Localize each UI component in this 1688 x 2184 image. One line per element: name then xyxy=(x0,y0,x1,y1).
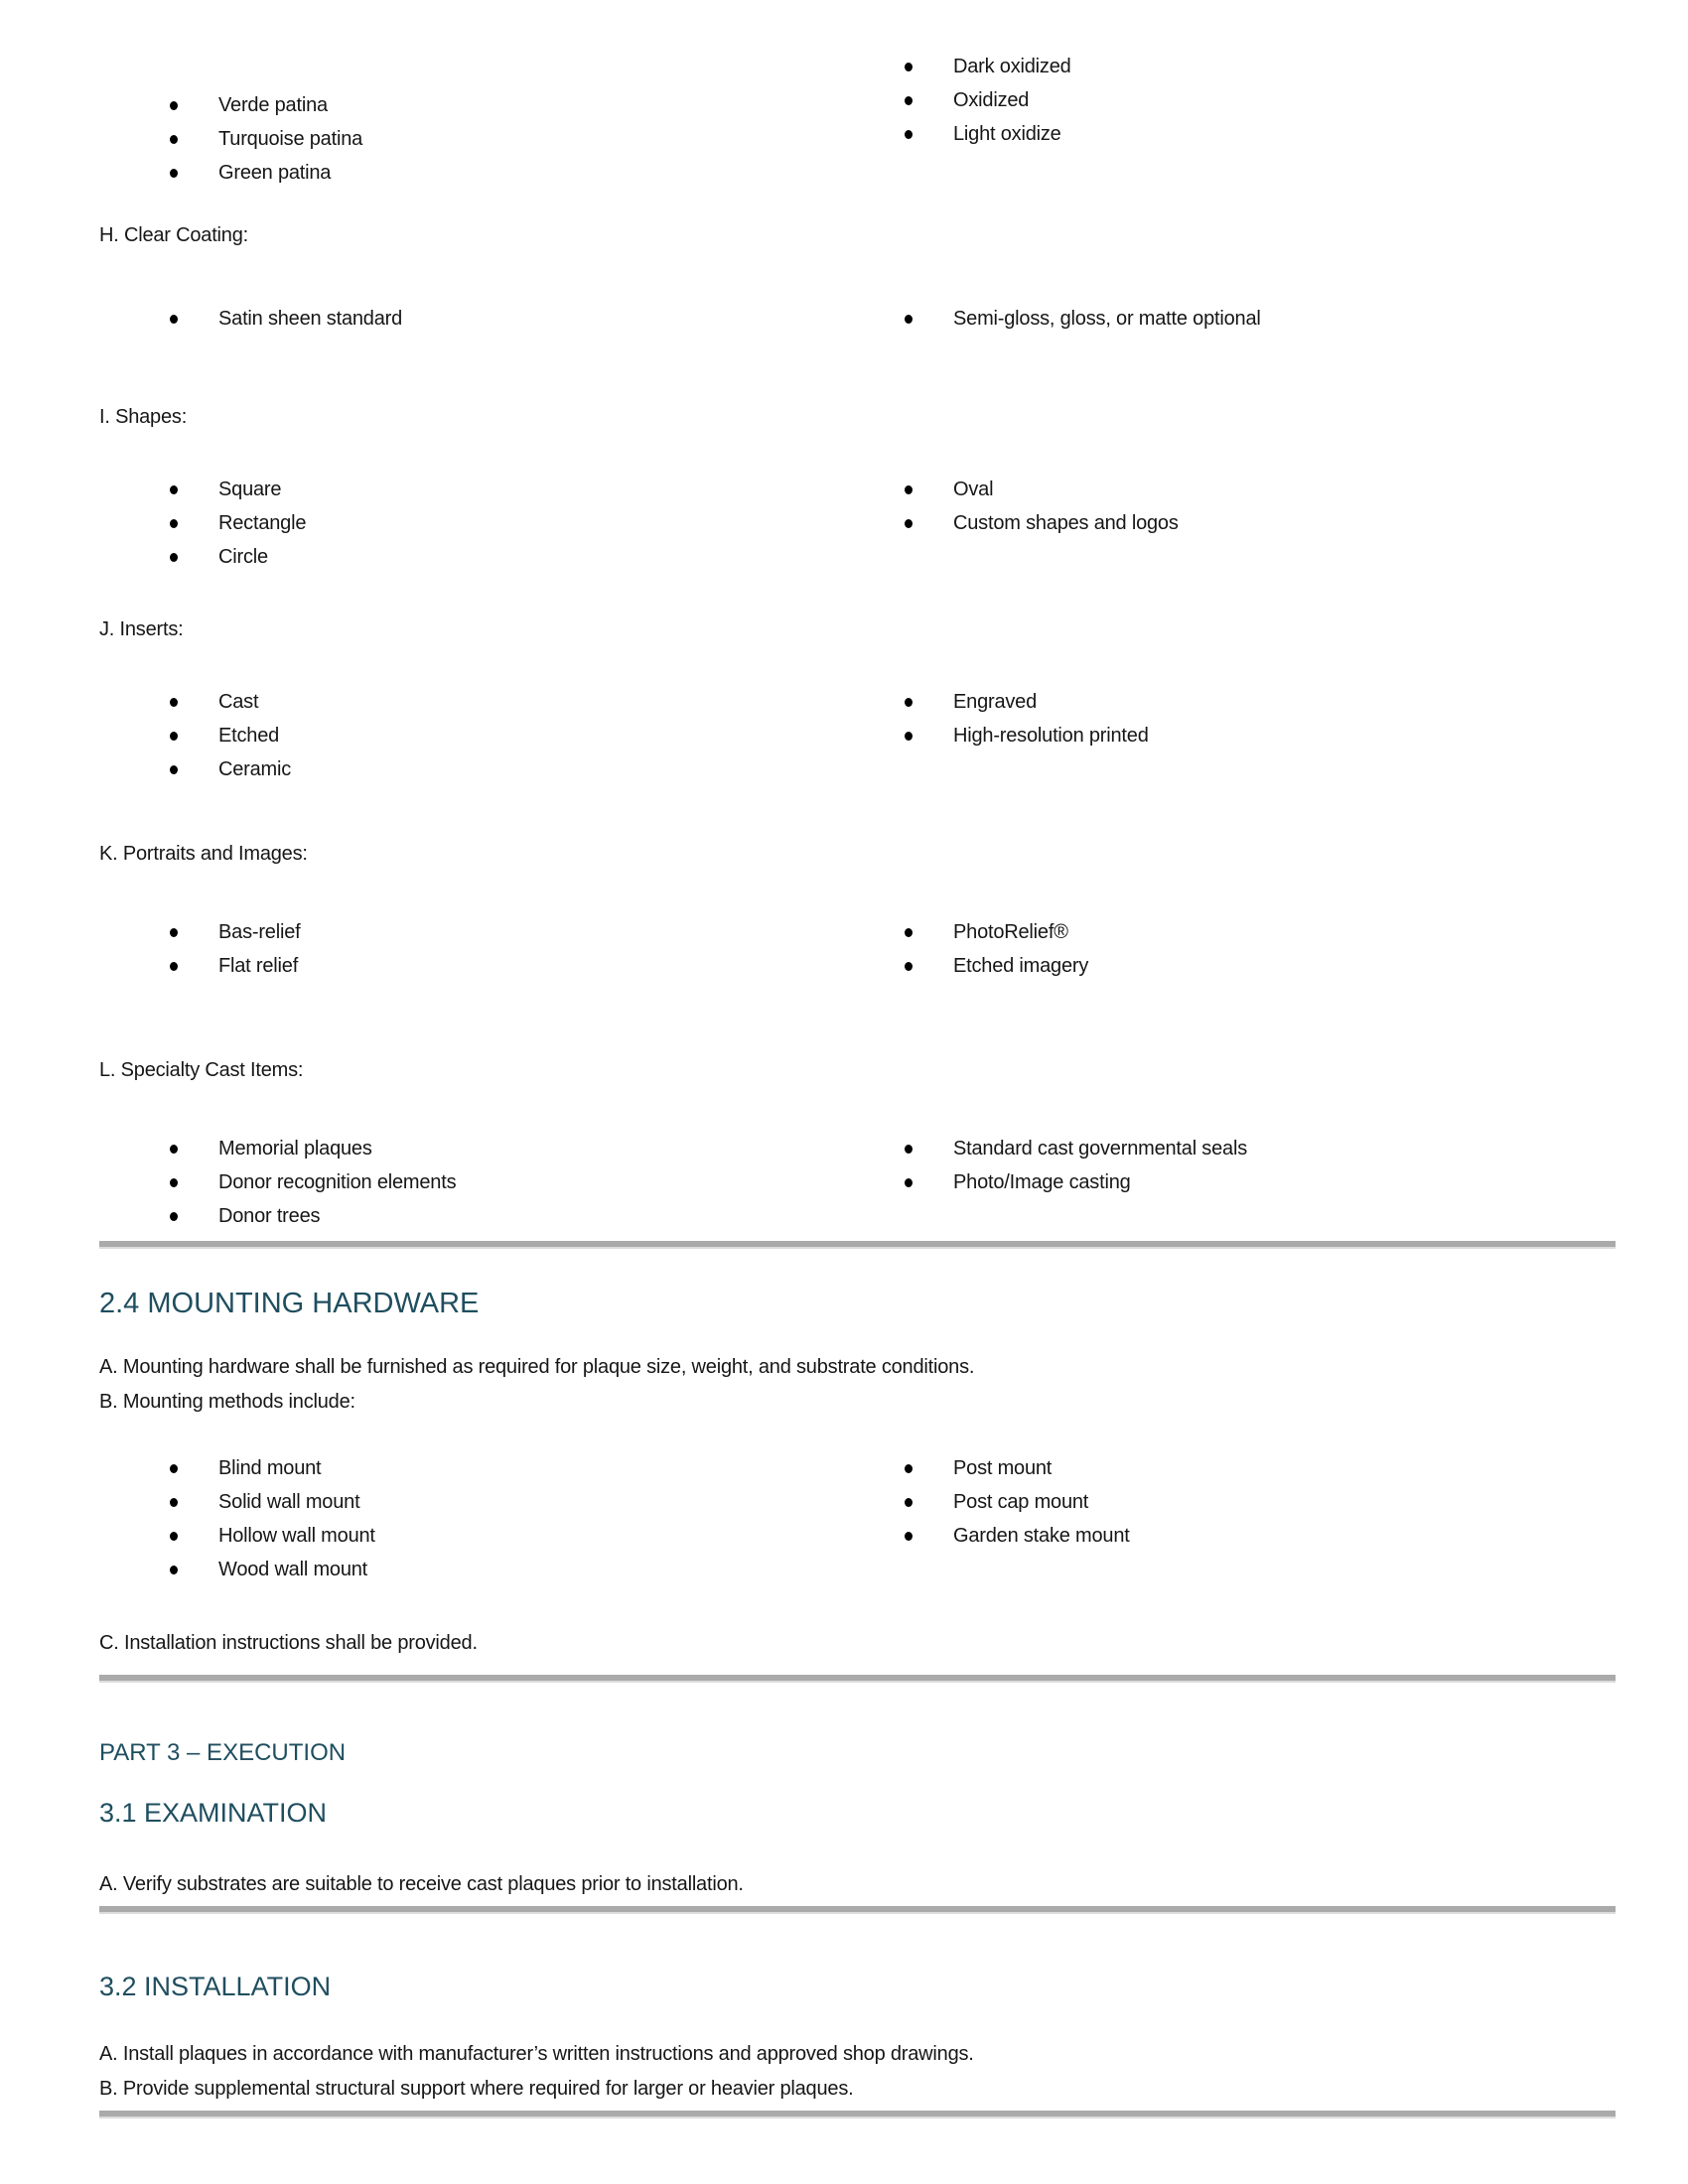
section-label: L. Specialty Cast Items: xyxy=(99,1059,304,1081)
paragraph-line: A. Mounting hardware shall be furnished as required for plaque size, weight, and substrate conditions. xyxy=(99,1356,975,1378)
bullet-item: Light oxidize xyxy=(904,117,1616,151)
section-mounting-hardware xyxy=(99,1287,1616,1661)
bullet-item: Blind mount xyxy=(169,1451,904,1485)
bullet-item: Wood wall mount xyxy=(169,1553,904,1586)
bullet-item: Etched imagery xyxy=(904,949,1616,983)
bullet-list-right xyxy=(904,915,1616,983)
two-column-list xyxy=(99,1132,1616,1233)
section-clear-coating xyxy=(99,223,1616,336)
bullet-list-right xyxy=(904,473,1616,540)
bullet-item: Ceramic xyxy=(169,752,904,786)
bullet-item: PhotoRelief® xyxy=(904,915,1616,949)
bullet-item: Rectangle xyxy=(169,506,904,540)
section-label: I. Shapes: xyxy=(99,406,188,428)
paragraph-line: B. Mounting methods include: xyxy=(99,1391,355,1413)
section-divider xyxy=(99,1241,1616,1249)
bullet-item: Bas-relief xyxy=(169,915,904,949)
section-part3-execution xyxy=(99,1738,1616,1768)
section-heading: 3.2 INSTALLATION xyxy=(99,1972,332,2001)
section-portraits-images xyxy=(99,842,1616,983)
bullet-item: Custom shapes and logos xyxy=(904,506,1616,540)
bullet-item: Etched xyxy=(169,719,904,752)
body-paragraph: C. Installation instructions shall be provided. xyxy=(99,1632,478,1654)
bullet-list-right xyxy=(904,685,1616,752)
two-column-list xyxy=(99,473,1616,574)
paragraph-line: B. Provide supplemental structural support where required for larger or heavier plaques. xyxy=(99,2078,854,2100)
bullet-item: Memorial plaques xyxy=(169,1132,904,1165)
bullet-list-left xyxy=(169,473,904,574)
bullet-item: Satin sheen standard xyxy=(169,302,904,336)
bullet-item: Engraved xyxy=(904,685,1616,719)
section-divider xyxy=(99,1906,1616,1914)
bullet-item: Turquoise patina xyxy=(169,122,904,156)
two-column-list xyxy=(99,1451,1616,1586)
bullet-item: Semi-gloss, gloss, or matte optional xyxy=(904,302,1616,336)
section-label: J. Inserts: xyxy=(99,618,184,640)
bullet-list-left xyxy=(169,88,904,190)
bullet-list-left xyxy=(169,915,904,983)
two-column-list xyxy=(99,50,1616,190)
bullet-item: Square xyxy=(169,473,904,506)
body-paragraph xyxy=(99,2037,1616,2107)
bullet-list-left xyxy=(169,302,904,336)
section-finishes-continued xyxy=(99,50,1616,190)
section-installation xyxy=(99,1970,1616,2107)
section-shapes xyxy=(99,405,1616,574)
bullet-item: Circle xyxy=(169,540,904,574)
section-label: K. Portraits and Images: xyxy=(99,843,308,865)
bullet-list-right xyxy=(904,1451,1616,1553)
two-column-list xyxy=(99,685,1616,786)
section-heading: 3.1 EXAMINATION xyxy=(99,1798,328,1828)
bullet-item: Garden stake mount xyxy=(904,1519,1616,1553)
part-heading: PART 3 – EXECUTION xyxy=(99,1739,347,1766)
section-divider xyxy=(99,2111,1616,2118)
bullet-item: Donor recognition elements xyxy=(169,1165,904,1199)
bullet-item: Standard cast governmental seals xyxy=(904,1132,1616,1165)
section-inserts xyxy=(99,617,1616,786)
two-column-list xyxy=(99,915,1616,983)
bullet-item: Donor trees xyxy=(169,1199,904,1233)
bullet-item: Solid wall mount xyxy=(169,1485,904,1519)
two-column-list xyxy=(99,302,1616,336)
bullet-item: Oxidized xyxy=(904,83,1616,117)
bullet-item: Post mount xyxy=(904,1451,1616,1485)
bullet-item: Verde patina xyxy=(169,88,904,122)
bullet-item: High-resolution printed xyxy=(904,719,1616,752)
bullet-list-left xyxy=(169,1132,904,1233)
bullet-item: Cast xyxy=(169,685,904,719)
paragraph-line: A. Install plaques in accordance with manufacturer’s written instructions and approved shop drawings. xyxy=(99,2043,974,2065)
bullet-item: Oval xyxy=(904,473,1616,506)
bullet-list-right xyxy=(904,1132,1616,1199)
body-paragraph xyxy=(99,1350,1616,1420)
section-heading: 2.4 MOUNTING HARDWARE xyxy=(99,1288,480,1319)
bullet-item: Photo/Image casting xyxy=(904,1165,1616,1199)
body-paragraph: A. Verify substrates are suitable to receive cast plaques prior to installation. xyxy=(99,1873,744,1895)
section-divider xyxy=(99,1675,1616,1683)
bullet-item: Green patina xyxy=(169,156,904,190)
bullet-list-right xyxy=(904,302,1616,336)
bullet-item: Post cap mount xyxy=(904,1485,1616,1519)
section-examination xyxy=(99,1796,1616,1902)
section-specialty-cast-items xyxy=(99,1058,1616,1233)
bullet-item: Flat relief xyxy=(169,949,904,983)
bullet-item: Hollow wall mount xyxy=(169,1519,904,1553)
bullet-list-left xyxy=(169,1451,904,1586)
bullet-list-right xyxy=(904,50,1616,151)
bullet-item: Dark oxidized xyxy=(904,50,1616,83)
section-label: H. Clear Coating: xyxy=(99,224,248,246)
bullet-list-left xyxy=(169,685,904,786)
